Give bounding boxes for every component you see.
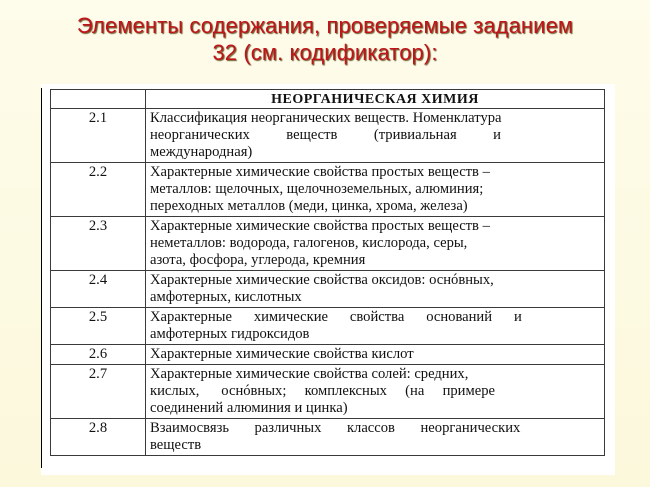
- table-row: [51, 308, 605, 345]
- title-line-1: Элементы содержания, проверяемые заданием: [76, 13, 574, 38]
- page-margin-line: [41, 88, 46, 468]
- table-row: [51, 345, 605, 365]
- row-description-line: Характерные химические свойства простых веществ –: [150, 218, 490, 234]
- slide-title: [20, 12, 630, 66]
- row-code: 2.2: [51, 163, 146, 217]
- row-description: [146, 271, 605, 308]
- row-description-line: неметаллов: водорода, галогенов, кислорода, серы,: [150, 235, 468, 251]
- row-code: 2.8: [51, 419, 146, 456]
- header-code-cell: [51, 90, 146, 109]
- table-row: [51, 217, 605, 271]
- row-description: [146, 163, 605, 217]
- row-description-line: Взаимосвязь различных классов неорганических: [150, 420, 521, 436]
- content-table: [50, 89, 605, 456]
- row-description: [146, 345, 605, 365]
- row-code: 2.3: [51, 217, 146, 271]
- row-description: [146, 419, 605, 456]
- table-row: [51, 271, 605, 308]
- row-code: 2.4: [51, 271, 146, 308]
- row-description-line: азота, фосфора, углерода, кремния: [150, 252, 366, 268]
- row-description-line: Характерные химические свойства оксидов: оснóвных,: [150, 272, 494, 288]
- row-code: 2.1: [51, 109, 146, 163]
- table-row: [51, 365, 605, 419]
- row-description-line: Характерные химические свойства солей: средних,: [150, 366, 469, 382]
- row-description-line: международная): [150, 144, 253, 160]
- row-description-line: кислых, оснóвных; комплексных (на примере: [150, 383, 495, 399]
- row-description-line: амфотерных гидроксидов: [150, 326, 310, 342]
- row-description-line: Характерные химические свойства кислот: [150, 346, 414, 362]
- row-description-line: Характерные химические свойства оснований и: [150, 309, 522, 325]
- row-description-line: амфотерных, кислотных: [150, 289, 302, 305]
- row-code: 2.7: [51, 365, 146, 419]
- row-description: [146, 109, 605, 163]
- title-line-2: 32 (см. кодификатор):: [212, 40, 438, 65]
- section-header: НЕОРГАНИЧЕСКАЯ ХИМИЯ: [146, 90, 605, 109]
- row-description-line: Классификация неорганических веществ. Номенклатура: [150, 110, 502, 126]
- table-row: [51, 109, 605, 163]
- row-description: [146, 217, 605, 271]
- table-row: [51, 419, 605, 456]
- row-description-line: Характерные химические свойства простых веществ –: [150, 164, 490, 180]
- row-code: 2.6: [51, 345, 146, 365]
- row-description-line: неорганических веществ (тривиальная и: [150, 127, 501, 143]
- row-description-line: металлов: щелочных, щелочноземельных, алюминия;: [150, 181, 484, 197]
- table-row: [51, 163, 605, 217]
- section-header-row: [51, 90, 605, 109]
- row-description: [146, 308, 605, 345]
- row-description-line: веществ: [150, 437, 202, 453]
- row-description: [146, 365, 605, 419]
- row-description-line: соединений алюминия и цинка): [150, 400, 348, 416]
- row-description-line: переходных металлов (меди, цинка, хрома, железа): [150, 198, 468, 214]
- row-code: 2.5: [51, 308, 146, 345]
